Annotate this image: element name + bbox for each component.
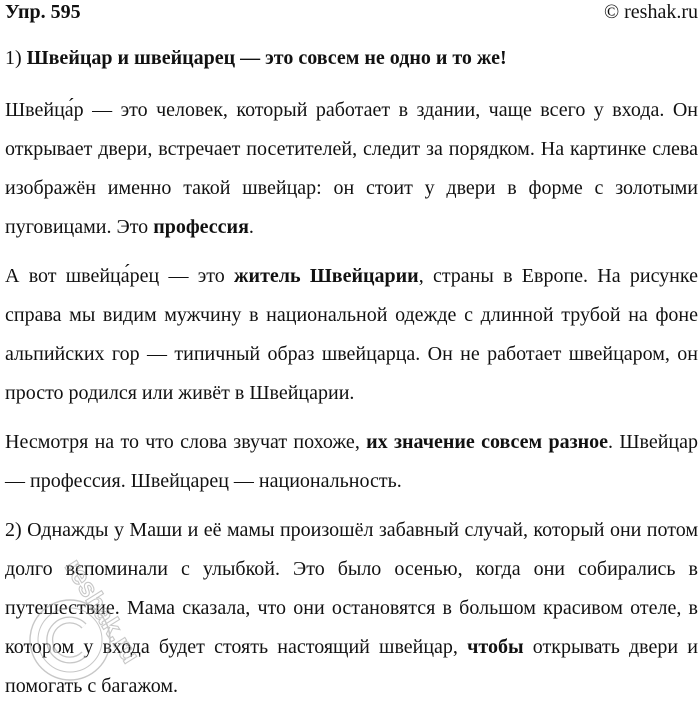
- svg-text:reshak.ru: reshak.ru: [58, 553, 147, 669]
- exercise-title: Упр. 595: [5, 1, 81, 23]
- paragraph-text: А вот швейца́рец — это: [5, 265, 235, 287]
- emphasis-meaning: их значение совсем разное: [366, 431, 609, 453]
- copyright-notice: © reshak.ru: [603, 1, 698, 23]
- paragraph-text: открывать двери и помогать с багажом.: [5, 636, 698, 697]
- section-1-heading: [5, 46, 698, 70]
- paragraph-text: .: [248, 216, 254, 238]
- paragraph-text: 2) Однажды у Маши и её мамы произошёл забавный случай, который они потом долго вспоминали с улыбкой. Это было осенью, когда они собирались в путешествие. Мама сказала, что они остановятся в большом красивом отеле, в котором у входа будет стоять настоящий швейцар,: [5, 519, 698, 658]
- section-1-heading-text: Швейцар и швейцарец — это совсем не одно и то же!: [26, 47, 507, 69]
- emphasis-resident: житель Швейцарии: [234, 265, 419, 287]
- paragraph-section-2: [5, 511, 698, 706]
- paragraph-text: Несмотря на то что слова звучат похоже,: [5, 431, 367, 453]
- page-header: [5, 0, 698, 40]
- paragraph-text: Швейца́р — это человек, который работает в здании, чаще всего у входа. Он открывает двери, встречает посетителей, следит за порядком. На картинке слева изображён именно такой швейцар: он стоит у двери в форме с золотыми пуговицами. Это: [5, 99, 698, 238]
- paragraph-shveitsar: [5, 91, 698, 247]
- section-1-number: 1): [5, 47, 22, 69]
- emphasis-profession: профессия: [153, 216, 249, 238]
- emphasis-chtoby: чтобы: [467, 636, 524, 658]
- paragraph-text: , страны в Европе. На рисунке справа мы видим мужчину в национальной одежде с длинной трубой на фоне альпийских гор — типичный образ швейцарца. Он не работает швейцаром, он просто родился или живёт в Швейцарии.: [5, 265, 698, 404]
- paragraph-shveitsarets: [5, 257, 698, 413]
- paragraph-text: . Швейцар — профессия. Швейцарец — национальность.: [5, 431, 698, 492]
- document-page: [5, 0, 698, 706]
- paragraph-conclusion: [5, 423, 698, 501]
